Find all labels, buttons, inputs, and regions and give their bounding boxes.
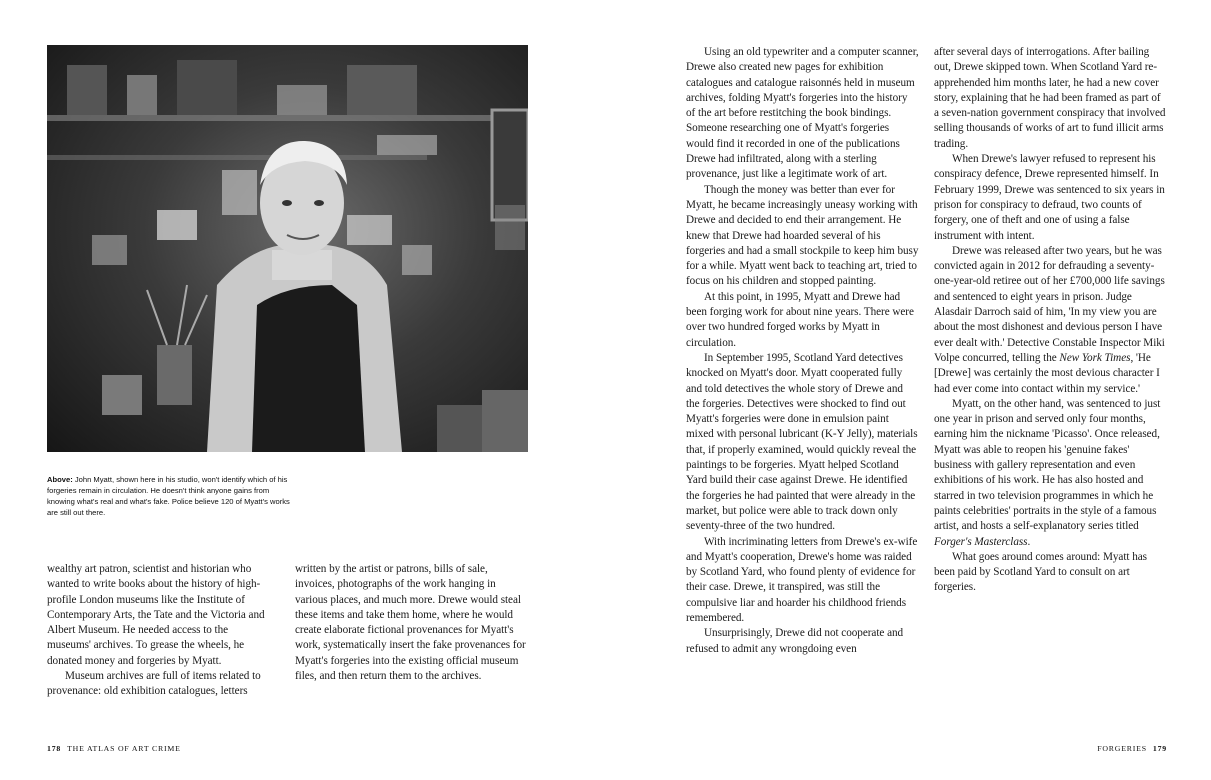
running-head: FORGERIES <box>1097 744 1147 753</box>
paragraph: after several days of interrogations. After bailing out, Drewe skipped town. When Scotland Yard re-apprehended him months later, he had a new cover story, explaining that he had been framed as part of a seven-nation government conspiracy that involved selling thousands of works of art to fund illicit arms trading. <box>934 46 1166 150</box>
left-folio <box>47 744 181 753</box>
photo-caption <box>47 474 292 518</box>
text-run: Drewe was released after two years, but he was convicted again in 2012 for defrauding a seventy-one-year-old retiree out of her £700,000 life savings and sentenced to eight years in prison. Judge Alasdair Darroch said of him, 'In my view you are about the most dishonest and devious person I have ever dealt with.' Detective Constable Inspector Miki Volpe concurred, telling the <box>934 244 1165 364</box>
caption-text: John Myatt, shown here in his studio, won't identify which of his forgeries remain in circulation. He doesn't think anyone gains from knowing what's real and what's fake. Police believe 120 of Myatt's works are still out there. <box>47 475 290 517</box>
paragraph: Using an old typewriter and a computer scanner, Drewe also created new pages for exhibition catalogues and catalogue raisonnés held in museum archives, folding Myatt's forgeries into the history of the art before restitching the book bindings. Someone researching one of Myatt's forgeries would find it recorded in one of the publications Drewe had infiltrated, along with a sterling provenance, just like a legitimate work of art. <box>686 46 919 181</box>
paragraph <box>934 244 1167 397</box>
paragraph: With incriminating letters from Drewe's ex-wife and Myatt's cooperation, Drewe's home was raided by Scotland Yard, who found plenty of evidence for their case. Drewe, it transpired, was still the compulsive liar and hoarder his childhood friends remembered. <box>686 535 918 624</box>
page-number: 179 <box>1152 744 1167 753</box>
publication-title: New York Times <box>1059 351 1131 364</box>
paragraph: Though the money was better than ever for Myatt, he became increasingly uneasy working with Drewe and decided to end their arrangement. He knew that Drewe had hoarded several of his forgeries and had a small stockpile to keep him busy for a while. Myatt went back to teaching art, tried to focus on his children and stopped painting. <box>686 183 919 288</box>
running-head: THE ATLAS OF ART CRIME <box>67 744 181 753</box>
text-run: Myatt, on the other hand, was sentenced to just one year in prison and served only four months, earning him the nickname 'Picasso'. Once released, Myatt was able to reopen his 'genuine fakes' business with gallery representation and even exhibitions of his work. He has also hosted and starred in two television programmes in which he paints celebrities' portraits in the style of a famous artist, and hosts a self-explanatory series titled <box>934 397 1161 533</box>
left-page-column-1 <box>47 562 273 700</box>
paragraph: written by the artist or patrons, bills of sale, invoices, photographs of the work hanging in various places, and much more. Drewe would steal these items and take them home, where he would create elaborate fictional provenances for Myatt's work, systematically insert the fake provenances for Myatt's forgeries into the existing official museum files, and then return them to the archives. <box>295 563 526 683</box>
right-page-column-1 <box>686 45 919 657</box>
paragraph: What goes around comes around: Myatt has been paid by Scotland Yard to consult on art forgeries. <box>934 550 1147 594</box>
paragraph: Unsurprisingly, Drewe did not cooperate and refused to admit any wrongdoing even <box>686 627 904 655</box>
page-number: 178 <box>47 744 62 753</box>
paragraph: Museum archives are full of items related to provenance: old exhibition catalogues, letters <box>47 670 261 698</box>
right-page-column-2 <box>934 45 1167 596</box>
series-title: Forger's Masterclass <box>934 535 1028 548</box>
paragraph: At this point, in 1995, Myatt and Drewe had been forging work for about nine years. There were over two hundred forged works by Myatt in circulation. <box>686 290 914 349</box>
left-page-column-2 <box>295 562 528 684</box>
text-run: , 'He [Drewe] was certainly the most devious character I had ever come into contact within my service.' <box>934 351 1160 395</box>
paragraph: wealthy art patron, scientist and historian who wanted to write books about the history of high-profile London museums like the Institute of Contemporary Arts, the Tate and the Victoria and Albert Museum. He needed access to the museums' archives. To grease the wheels, he donated money and forgeries by Myatt. <box>47 563 265 667</box>
paragraph <box>934 397 1167 550</box>
paragraph: When Drewe's lawyer refused to represent his conspiracy defence, Drewe represented himself. In February 1999, Drewe was sentenced to six years in prison for conspiracy to defraud, two counts of forgery, one of theft and one of using a false instrument with intent. <box>934 153 1165 242</box>
studio-photo <box>47 45 528 452</box>
paragraph: In September 1995, Scotland Yard detectives knocked on Myatt's door. Myatt cooperated fully and told detectives the whole story of Drewe and the forgeries. Detectives were shocked to find out Myatt's forgeries were done in emulsion paint mixed with personal lubricant (K-Y Jelly), materials that, if properly examined, would quickly reveal the paintings to be forgeries. Myatt helped Scotland Yard build their case against Drewe. He identified the forgeries he had painted that were already in the market, but police were able to track down only seventy-three of the two hundred. <box>686 351 918 533</box>
text-run: . <box>1027 535 1031 548</box>
photo-illustration <box>47 45 528 452</box>
caption-lead: Above: <box>47 475 73 484</box>
right-folio <box>1097 744 1167 753</box>
